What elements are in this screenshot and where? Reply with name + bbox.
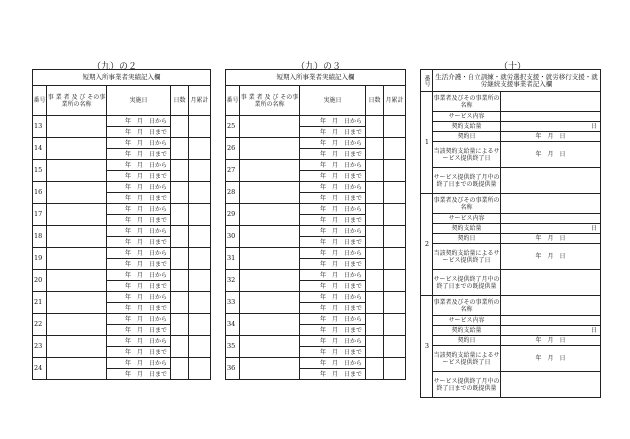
- end-date-label: 当該契約支給量によるサービス提供終了日: [433, 244, 501, 270]
- date-to-cell[interactable]: 年 月 日まで: [300, 193, 366, 204]
- days-cell[interactable]: [171, 160, 189, 182]
- date-from-cell[interactable]: 年 月 日から: [300, 160, 366, 171]
- days-cell[interactable]: [171, 336, 189, 358]
- row-number: 28: [226, 182, 240, 204]
- date-from-cell[interactable]: 年 月 日から: [300, 270, 366, 281]
- provider-name-cell[interactable]: [240, 116, 300, 138]
- monthly-total-cell[interactable]: [384, 204, 406, 226]
- monthly-total-cell[interactable]: [189, 248, 211, 270]
- table-row: [421, 316, 601, 326]
- row-number: 27: [226, 160, 240, 182]
- provider-name-cell[interactable]: [240, 270, 300, 292]
- date-from-cell[interactable]: 年 月 日から: [300, 204, 366, 215]
- service-label: サービス内容: [433, 112, 501, 122]
- row-number: 20: [33, 270, 47, 292]
- monthly-total-cell[interactable]: [189, 358, 211, 380]
- table-row: [421, 112, 601, 122]
- table-row: [421, 132, 601, 142]
- provider-name-cell[interactable]: [47, 270, 107, 292]
- table-row: [421, 336, 601, 346]
- table-row: [421, 234, 601, 244]
- date-to-cell[interactable]: 年 月 日まで: [107, 193, 171, 204]
- col-header-provider: 事 業 者 及 び その事業所の名称: [240, 86, 300, 116]
- provider-label: 事業者及びその事業所の名称: [433, 194, 501, 214]
- date-to-cell[interactable]: 年 月 日まで: [300, 281, 366, 292]
- col-header-number: 番号: [226, 86, 240, 116]
- table-row: [226, 248, 406, 259]
- monthly-total-cell[interactable]: [189, 292, 211, 314]
- table-row: [226, 358, 406, 369]
- monthly-total-cell[interactable]: [384, 182, 406, 204]
- days-cell[interactable]: [171, 248, 189, 270]
- monthly-total-cell[interactable]: [189, 138, 211, 160]
- days-cell[interactable]: [366, 182, 384, 204]
- provided-amount-value[interactable]: [501, 168, 601, 194]
- provider-name-cell[interactable]: [47, 226, 107, 248]
- row-number: 18: [33, 226, 47, 248]
- row-number: 15: [33, 160, 47, 182]
- caption-left: （九）の２: [92, 62, 138, 72]
- table-row: [421, 168, 601, 194]
- date-from-cell[interactable]: 年 月 日から: [300, 226, 366, 237]
- contract-date-value[interactable]: 年 月 日: [501, 336, 601, 346]
- col-header-dates: 実施日: [107, 86, 171, 116]
- date-to-cell[interactable]: 年 月 日まで: [107, 303, 171, 314]
- days-cell[interactable]: [366, 160, 384, 182]
- days-cell[interactable]: [366, 248, 384, 270]
- table-row: [421, 142, 601, 168]
- date-from-cell[interactable]: 年 月 日から: [300, 314, 366, 325]
- end-date-label: 当該契約支給量によるサービス提供終了日: [433, 142, 501, 168]
- row-number: 26: [226, 138, 240, 160]
- provider-name-cell[interactable]: [240, 204, 300, 226]
- table-row: [421, 270, 601, 296]
- table-row: [421, 296, 601, 316]
- date-to-cell[interactable]: 年 月 日まで: [107, 237, 171, 248]
- support-title: 生活介護・自立訓練・就労選択支援・就労移行支援・就労継続支援事業者記入欄: [433, 70, 601, 92]
- table-row: [33, 270, 211, 281]
- row-number: 31: [226, 248, 240, 270]
- row-number: 35: [226, 336, 240, 358]
- col-header-monthly-total: 月累計: [384, 86, 406, 116]
- col-header-provider: 事 業 者 及 び その事業所の名称: [47, 86, 107, 116]
- provider-name-cell[interactable]: [47, 204, 107, 226]
- date-to-cell[interactable]: 年 月 日まで: [300, 303, 366, 314]
- date-to-cell[interactable]: 年 月 日まで: [300, 171, 366, 182]
- contract-amount-value[interactable]: 日: [501, 122, 601, 132]
- contract-date-label: 契約日: [433, 234, 501, 244]
- contract-amount-label: 契約支給量: [433, 326, 501, 336]
- row-number: 21: [33, 292, 47, 314]
- table-row: [421, 326, 601, 336]
- contract-date-value[interactable]: 年 月 日: [501, 132, 601, 142]
- table-row: [421, 92, 601, 112]
- service-value[interactable]: [501, 214, 601, 224]
- date-to-cell[interactable]: 年 月 日まで: [300, 127, 366, 138]
- contract-amount-value[interactable]: 日: [501, 326, 601, 336]
- date-from-cell[interactable]: 年 月 日から: [300, 292, 366, 303]
- row-number: 29: [226, 204, 240, 226]
- short-stay-table-left: [32, 69, 211, 380]
- end-date-label: 当該契約支給量によるサービス提供終了日: [433, 346, 501, 372]
- date-from-cell[interactable]: 年 月 日から: [300, 138, 366, 149]
- monthly-total-cell[interactable]: [189, 336, 211, 358]
- date-to-cell[interactable]: 年 月 日まで: [300, 369, 366, 380]
- days-cell[interactable]: [366, 226, 384, 248]
- date-from-cell[interactable]: 年 月 日から: [107, 314, 171, 325]
- days-cell[interactable]: [366, 314, 384, 336]
- days-cell[interactable]: [171, 138, 189, 160]
- date-from-cell[interactable]: 年 月 日から: [107, 336, 171, 347]
- monthly-total-cell[interactable]: [189, 160, 211, 182]
- table-row: [421, 244, 601, 270]
- days-cell[interactable]: [171, 358, 189, 380]
- date-to-cell[interactable]: 年 月 日まで: [107, 215, 171, 226]
- days-cell[interactable]: [171, 226, 189, 248]
- provider-label: 事業者及びその事業所の名称: [433, 92, 501, 112]
- caption-right: （十）: [499, 62, 527, 72]
- date-from-cell[interactable]: 年 月 日から: [107, 160, 171, 171]
- provider-value[interactable]: [501, 296, 601, 316]
- monthly-total-cell[interactable]: [189, 204, 211, 226]
- contract-amount-label: 契約支給量: [433, 122, 501, 132]
- row-number: 25: [226, 116, 240, 138]
- caption-middle: （九）の３: [296, 62, 342, 72]
- date-to-cell[interactable]: 年 月 日まで: [107, 149, 171, 160]
- table-row: [226, 160, 406, 171]
- provider-name-cell[interactable]: [47, 336, 107, 358]
- provided-amount-value[interactable]: [501, 372, 601, 398]
- date-to-cell[interactable]: 年 月 日まで: [107, 347, 171, 358]
- date-to-cell[interactable]: 年 月 日まで: [107, 281, 171, 292]
- monthly-total-cell[interactable]: [384, 270, 406, 292]
- table-row: [33, 226, 211, 237]
- short-stay-title: 短期入所事業者実績記入欄: [226, 70, 406, 86]
- table-row: [421, 214, 601, 224]
- provider-name-cell[interactable]: [240, 160, 300, 182]
- date-from-cell[interactable]: 年 月 日から: [107, 138, 171, 149]
- table-row: [226, 116, 406, 127]
- short-stay-title: 短期入所事業者実績記入欄: [33, 70, 211, 86]
- provider-name-cell[interactable]: [240, 226, 300, 248]
- provider-name-cell[interactable]: [47, 116, 107, 138]
- provided-amount-label: サービス提供終了月中の終了日までの既提供量: [433, 168, 501, 194]
- row-number: 14: [33, 138, 47, 160]
- row-number: 16: [33, 182, 47, 204]
- provider-name-cell[interactable]: [47, 248, 107, 270]
- table-row: [421, 372, 601, 398]
- provider-name-cell[interactable]: [240, 248, 300, 270]
- col-header-monthly-total: 月累計: [189, 86, 211, 116]
- table-row: [33, 204, 211, 215]
- provider-name-cell[interactable]: [240, 182, 300, 204]
- provider-name-cell[interactable]: [47, 160, 107, 182]
- col-header-days: 日数: [171, 86, 189, 116]
- table-row: [226, 182, 406, 193]
- date-from-cell[interactable]: 年 月 日から: [107, 248, 171, 259]
- col-header-dates: 実施日: [300, 86, 366, 116]
- provided-amount-label: サービス提供終了月中の終了日までの既提供量: [433, 372, 501, 398]
- date-to-cell[interactable]: 年 月 日まで: [107, 171, 171, 182]
- date-from-cell[interactable]: 年 月 日から: [107, 292, 171, 303]
- date-to-cell[interactable]: 年 月 日まで: [107, 259, 171, 270]
- row-number: 34: [226, 314, 240, 336]
- row-number: 30: [226, 226, 240, 248]
- table-row: [421, 194, 601, 214]
- table-row: [226, 204, 406, 215]
- date-to-cell[interactable]: 年 月 日まで: [300, 259, 366, 270]
- contract-date-label: 契約日: [433, 336, 501, 346]
- provider-name-cell[interactable]: [240, 138, 300, 160]
- provider-name-cell[interactable]: [47, 314, 107, 336]
- monthly-total-cell[interactable]: [189, 270, 211, 292]
- monthly-total-cell[interactable]: [189, 226, 211, 248]
- date-to-cell[interactable]: 年 月 日まで: [300, 215, 366, 226]
- days-cell[interactable]: [171, 314, 189, 336]
- table-row: [421, 122, 601, 132]
- row-number: 17: [33, 204, 47, 226]
- monthly-total-cell[interactable]: [189, 314, 211, 336]
- end-date-value[interactable]: 年 月 日: [501, 142, 601, 168]
- monthly-total-cell[interactable]: [384, 292, 406, 314]
- table-row: [33, 336, 211, 347]
- provided-amount-value[interactable]: [501, 270, 601, 296]
- monthly-total-cell[interactable]: [384, 160, 406, 182]
- days-cell[interactable]: [366, 204, 384, 226]
- service-value[interactable]: [501, 112, 601, 122]
- row-number: 19: [33, 248, 47, 270]
- date-to-cell[interactable]: 年 月 日まで: [300, 325, 366, 336]
- table-row: [226, 292, 406, 303]
- table-row: [226, 138, 406, 149]
- table-row: [33, 138, 211, 149]
- monthly-total-cell[interactable]: [384, 336, 406, 358]
- block-number: 3: [421, 296, 433, 398]
- monthly-total-cell[interactable]: [189, 182, 211, 204]
- provider-name-cell[interactable]: [240, 336, 300, 358]
- days-cell[interactable]: [171, 292, 189, 314]
- date-from-cell[interactable]: 年 月 日から: [107, 116, 171, 127]
- contract-amount-label: 契約支給量: [433, 224, 501, 234]
- date-to-cell[interactable]: 年 月 日まで: [300, 347, 366, 358]
- row-number: 32: [226, 270, 240, 292]
- table-row: [33, 292, 211, 303]
- provider-name-cell[interactable]: [240, 358, 300, 380]
- col-header-number: 番号: [33, 86, 47, 116]
- table-row: [33, 182, 211, 193]
- end-date-value[interactable]: 年 月 日: [501, 244, 601, 270]
- table-row: [226, 270, 406, 281]
- date-from-cell[interactable]: 年 月 日から: [107, 226, 171, 237]
- days-cell[interactable]: [171, 270, 189, 292]
- service-value[interactable]: [501, 316, 601, 326]
- provider-name-cell[interactable]: [47, 358, 107, 380]
- row-number: 33: [226, 292, 240, 314]
- support-table: [420, 69, 601, 398]
- date-from-cell[interactable]: 年 月 日から: [107, 270, 171, 281]
- days-cell[interactable]: [171, 116, 189, 138]
- contract-date-value[interactable]: 年 月 日: [501, 234, 601, 244]
- date-from-cell[interactable]: 年 月 日から: [300, 336, 366, 347]
- date-from-cell[interactable]: 年 月 日から: [107, 182, 171, 193]
- contract-date-label: 契約日: [433, 132, 501, 142]
- provider-name-cell[interactable]: [47, 182, 107, 204]
- date-to-cell[interactable]: 年 月 日まで: [107, 369, 171, 380]
- date-from-cell[interactable]: 年 月 日から: [107, 204, 171, 215]
- monthly-total-cell[interactable]: [384, 138, 406, 160]
- provider-label: 事業者及びその事業所の名称: [433, 296, 501, 316]
- row-number: 13: [33, 116, 47, 138]
- days-cell[interactable]: [171, 204, 189, 226]
- row-number: 23: [33, 336, 47, 358]
- provider-name-cell[interactable]: [47, 138, 107, 160]
- date-from-cell[interactable]: 年 月 日から: [300, 358, 366, 369]
- provider-value[interactable]: [501, 194, 601, 214]
- table-row: [226, 314, 406, 325]
- table-row: [33, 116, 211, 127]
- date-from-cell[interactable]: 年 月 日から: [300, 116, 366, 127]
- row-number: 24: [33, 358, 47, 380]
- table-row: [421, 224, 601, 234]
- table-row: [226, 336, 406, 347]
- days-cell[interactable]: [366, 358, 384, 380]
- table-row: [33, 248, 211, 259]
- date-to-cell[interactable]: 年 月 日まで: [300, 237, 366, 248]
- days-cell[interactable]: [366, 270, 384, 292]
- days-cell[interactable]: [366, 292, 384, 314]
- service-label: サービス内容: [433, 316, 501, 326]
- days-cell[interactable]: [171, 182, 189, 204]
- monthly-total-cell[interactable]: [384, 248, 406, 270]
- col-header-days: 日数: [366, 86, 384, 116]
- contract-amount-value[interactable]: 日: [501, 224, 601, 234]
- days-cell[interactable]: [366, 336, 384, 358]
- date-to-cell[interactable]: 年 月 日まで: [107, 325, 171, 336]
- monthly-total-cell[interactable]: [189, 116, 211, 138]
- table-row: [33, 358, 211, 369]
- date-to-cell[interactable]: 年 月 日まで: [300, 149, 366, 160]
- date-from-cell[interactable]: 年 月 日から: [300, 248, 366, 259]
- block-number: 2: [421, 194, 433, 296]
- provider-name-cell[interactable]: [47, 292, 107, 314]
- table-row: [33, 160, 211, 171]
- days-cell[interactable]: [366, 116, 384, 138]
- table-row: [226, 226, 406, 237]
- end-date-value[interactable]: 年 月 日: [501, 346, 601, 372]
- service-label: サービス内容: [433, 214, 501, 224]
- provided-amount-label: サービス提供終了月中の終了日までの既提供量: [433, 270, 501, 296]
- monthly-total-cell[interactable]: [384, 226, 406, 248]
- table-row: [33, 314, 211, 325]
- row-number: 22: [33, 314, 47, 336]
- monthly-total-cell[interactable]: [384, 358, 406, 380]
- col-header-number: 番号: [421, 70, 433, 92]
- date-from-cell[interactable]: 年 月 日から: [107, 358, 171, 369]
- days-cell[interactable]: [366, 138, 384, 160]
- monthly-total-cell[interactable]: [384, 116, 406, 138]
- row-number: 36: [226, 358, 240, 380]
- date-to-cell[interactable]: 年 月 日まで: [107, 127, 171, 138]
- provider-name-cell[interactable]: [240, 292, 300, 314]
- monthly-total-cell[interactable]: [384, 314, 406, 336]
- provider-name-cell[interactable]: [240, 314, 300, 336]
- date-from-cell[interactable]: 年 月 日から: [300, 182, 366, 193]
- block-number: 1: [421, 92, 433, 194]
- table-row: [421, 346, 601, 372]
- short-stay-table-middle: [225, 69, 406, 380]
- provider-value[interactable]: [501, 92, 601, 112]
